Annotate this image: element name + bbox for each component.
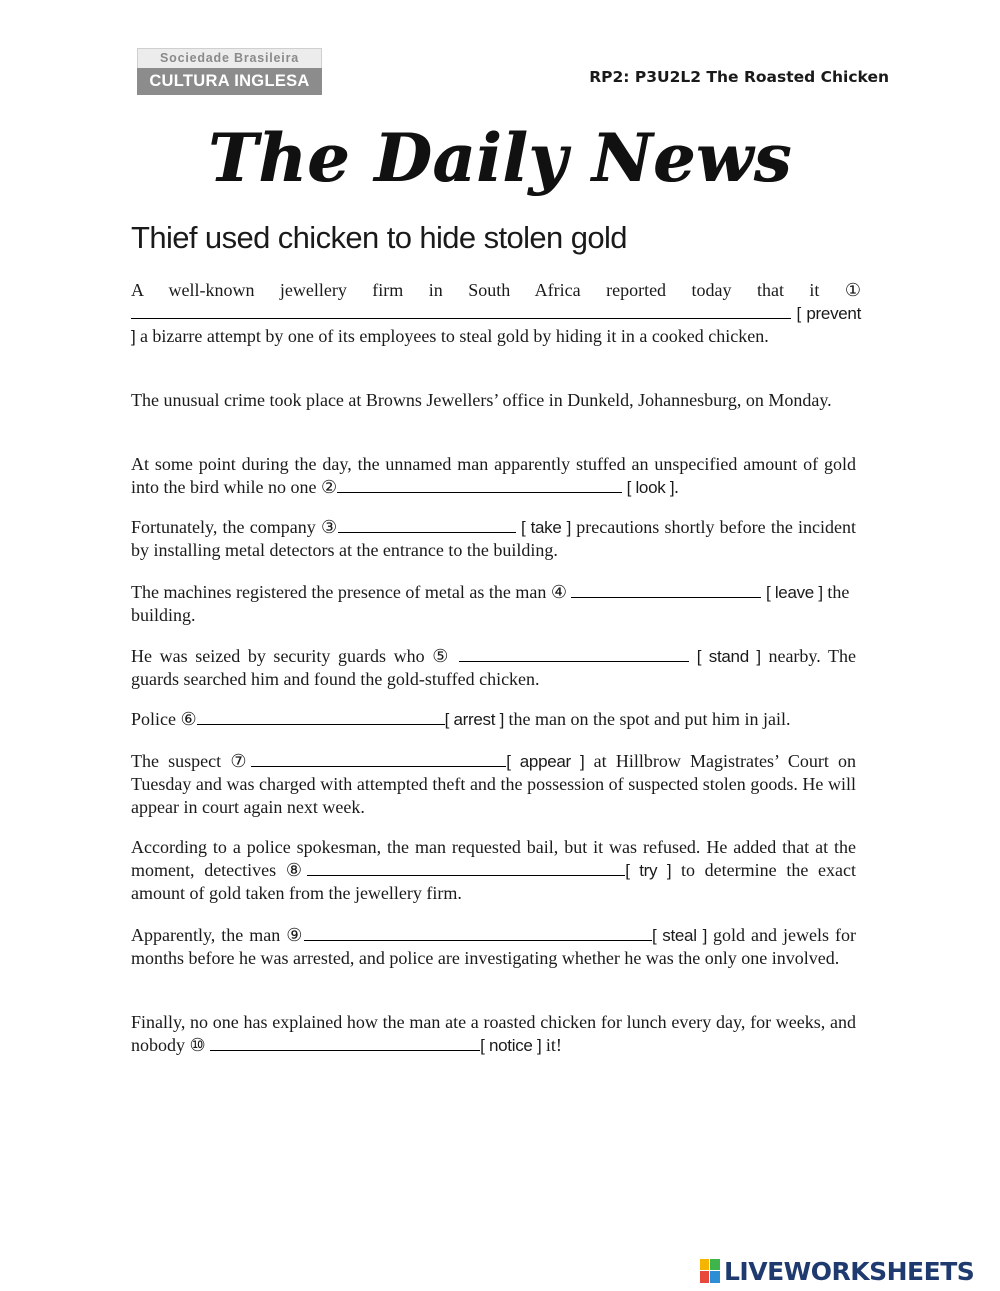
answer-blank-10[interactable] [210, 1035, 480, 1051]
logo-line-1: Sociedade Brasileira [137, 48, 322, 68]
p9-before: According to a police spokesman, the man requested bail, but it was refused. He added that at the moment, detectives [131, 837, 856, 880]
paragraph-5 [131, 581, 856, 627]
p6-after: nearby. The guards searched him and found the gold-stuffed chicken. [131, 646, 857, 689]
p7-marker: ⑥ [180, 709, 197, 729]
p1-after: a bizarre attempt by one of its employees to steal gold by hiding it in a cooked chicken. [139, 326, 769, 346]
p8-marker: ⑦ [230, 751, 252, 771]
p6-verb-hint: [ stand ] [696, 647, 761, 666]
answer-blank-1[interactable] [131, 303, 791, 319]
p8-after: at Hillbrow Magistrates’ Court on Tuesday and was charged with attempted theft and the possession of suspected stolen goods. He will appear in court again next week. [131, 751, 857, 817]
p10-verb-hint: [ steal ] [651, 926, 708, 945]
p6-marker: ⑤ [432, 646, 452, 666]
p11-verb-hint: [ notice ] [480, 1036, 542, 1055]
p9-marker: ⑧ [285, 860, 308, 880]
p1-marker: ① [844, 280, 861, 300]
answer-blank-7[interactable] [251, 751, 506, 767]
p4-before: Fortunately, the company [131, 517, 316, 537]
paragraph-9 [131, 836, 856, 905]
p1-before: A well-known jewellery firm in South Africa reported today that it [131, 280, 820, 300]
answer-blank-9[interactable] [304, 925, 652, 941]
paragraph-1 [131, 279, 861, 348]
paragraph-2 [131, 389, 890, 412]
p8-before: The suspect [131, 751, 222, 771]
p3-marker: ② [320, 477, 338, 497]
paragraph-6 [131, 645, 856, 691]
p5-before: The machines registered the presence of metal as the man [131, 582, 547, 602]
p11-after: it! [545, 1035, 562, 1055]
p5-marker: ④ [550, 582, 567, 602]
paragraph-10 [131, 924, 856, 970]
answer-blank-4[interactable] [571, 582, 761, 598]
p5-verb-hint: [ leave ] [765, 583, 823, 602]
p3-before: At some point during the day, the unnamed man apparently stuffed an unspecified amount of gold into the bird while no one [131, 454, 856, 497]
answer-blank-2[interactable] [337, 477, 622, 493]
liveworksheets-blocks-icon [700, 1259, 720, 1283]
p6-before: He was seized by security guards who [131, 646, 425, 666]
p4-verb-hint: [ take ] [521, 518, 572, 537]
paragraph-3 [131, 453, 856, 499]
p7-after: the man on the spot and put him in jail. [508, 709, 791, 729]
p3-after: . [674, 477, 679, 497]
p2-text: The unusual crime took place at Browns Jewellers’ office in Dunkeld, Johannesburg, on Monday. [131, 390, 832, 410]
p3-verb-hint: [ look ] [626, 478, 675, 497]
p4-marker: ③ [320, 517, 338, 537]
answer-blank-3[interactable] [338, 517, 516, 533]
p10-marker: ⑨ [286, 925, 304, 945]
p10-before: Apparently, the man [131, 925, 281, 945]
logo-line-2: CULTURA INGLESA [137, 68, 322, 95]
p5-after: the building. [131, 582, 850, 625]
paragraph-8 [131, 750, 856, 819]
paragraph-11 [131, 1011, 856, 1057]
p10-after: gold and jewels for months before he was arrested, and police are investigating whether he was the only one involved. [131, 925, 857, 968]
p7-before: Police [131, 709, 176, 729]
p9-after: to determine the exact amount of gold taken from the jewellery firm. [131, 860, 856, 903]
p11-marker: ⑩ [189, 1035, 206, 1055]
paragraph-4 [131, 516, 856, 562]
answer-blank-8[interactable] [307, 860, 625, 876]
p1-verb-hint: [ prevent ] [131, 304, 862, 346]
p9-verb-hint: [ try ] [625, 861, 672, 880]
answer-blank-5[interactable] [459, 646, 689, 662]
article-headline: Thief used chicken to hide stolen gold [131, 220, 627, 255]
worksheet-code: RP2: P3U2L2 The Roasted Chicken [589, 68, 889, 86]
p4-after: precautions shortly before the incident by installing metal detectors at the entrance to the building. [131, 517, 857, 560]
answer-blank-6[interactable] [197, 709, 445, 725]
p11-before: Finally, no one has explained how the man ate a roasted chicken for lunch every day, for weeks, and nobody [131, 1012, 856, 1055]
p7-verb-hint: [ arrest ] [444, 710, 504, 729]
p8-verb-hint: [ appear ] [506, 752, 585, 771]
masthead-title: The Daily News [208, 119, 792, 197]
liveworksheets-wordmark: LIVEWORKSHEETS [724, 1257, 975, 1286]
cultura-inglesa-logo [137, 48, 322, 96]
paragraph-7 [131, 708, 871, 731]
